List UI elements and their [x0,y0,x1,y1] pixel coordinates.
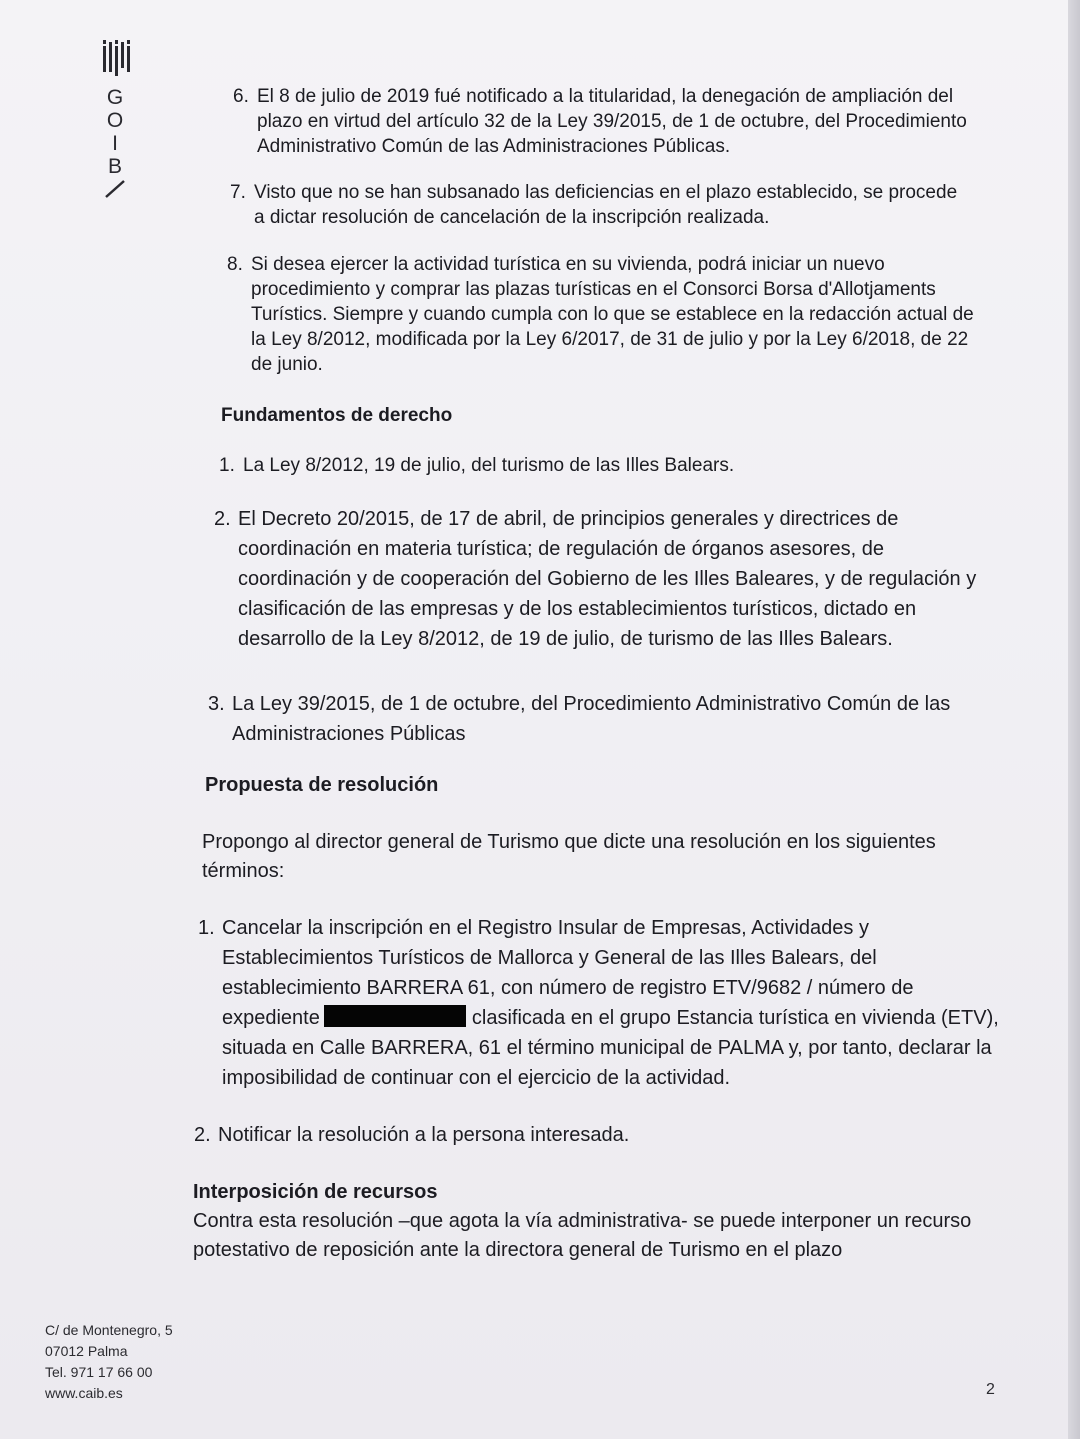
item-text: La Ley 8/2012, 19 de julio, del turismo de las Illes Balears. [243,455,735,476]
logo-letter: B [107,155,122,178]
address-line: 07012 Palma [45,1343,128,1359]
section-heading-recursos: Interposición de recursos [193,1181,438,1203]
list-item [230,180,965,230]
item-number: 6. [233,86,249,107]
logo-letter: G [106,86,124,109]
redacted-block [324,1005,466,1027]
item-text [222,913,1008,1093]
item-text: La Ley 39/2015, de 1 de octubre, del Procedimiento Administrativo Común de las Administraciones Públicas [232,693,951,745]
website-line: www.caib.es [45,1385,123,1401]
propuesta-intro: Propongo al director general de Turismo que dicte una resolución en los siguientes términos: [202,831,936,882]
item-number: 1. [198,917,215,939]
recursos-text: Contra esta resolución –que agota la vía administrativa- se puede interponer un recurso potestativo de reposición ante la directora general de Turismo en el plazo [193,1210,972,1261]
item-text: Visto que no se han subsanado las deficiencias en el plazo establecido, se procede a dictar resolución de cancelación de la inscripción realizada. [254,182,958,228]
item-number: 1. [219,455,235,476]
list-item [227,252,979,377]
list-item [233,84,968,159]
item-text: Notificar la resolución a la persona interesada. [218,1124,630,1146]
item-text-before: Cancelar la inscripción en el Registro Insular de Empresas, Actividades y Establecimientos Turísticos de Mallorca y General de las Illes Balears, del establecimiento BARRERA 61, con número de registro ETV/9682 / número de expediente [222,917,914,1029]
item-number: 7. [230,182,246,203]
footer-address [45,1320,173,1404]
list-item [198,913,1008,1093]
item-number: 8. [227,254,243,275]
list-item [214,504,980,654]
background-edge [1068,0,1080,1439]
item-number: 3. [208,693,225,715]
list-item [208,689,986,749]
item-number: 2. [214,508,231,530]
logo-letter: O [106,109,124,132]
item-text: El 8 de julio de 2019 fué notificado a la titularidad, la denegación de ampliación del plazo en virtud del artículo 32 de la Ley 39/2015, de 1 de octubre, del Procedimiento Administrativo Común de las Administraciones Públicas. [257,86,967,157]
phone-line: Tel. 971 17 66 00 [45,1364,153,1380]
item-number: 2. [194,1124,211,1146]
list-item [194,1120,994,1150]
logo-letter: I [112,132,118,155]
item-text: El Decreto 20/2015, de 17 de abril, de principios generales y directrices de coordinación en materia turística; de regulación de órganos asesores, de coordinación y de cooperación del Gobierno de les Illes Baleares, y de regulación y clasificación de las empresas y de los establecimientos turísticos, dictado en desarrollo de la Ley 8/2012, de 19 de julio, de turismo de las Illes Balears. [238,508,977,650]
section-heading-fundamentos: Fundamentos de derecho [221,405,453,426]
item-text: Si desea ejercer la actividad turística en su vivienda, podrá iniciar un nuevo procedimiento y comprar las plazas turísticas en el Consorci Borsa d'Allotjaments Turístics. Siempre y cuando cumpla con lo que se establece en la redacción actual de la Ley 8/2012, modificada por la Ley 6/2017, de 31 de julio y por la Ley 6/2018, de 22 de junio. [251,254,974,375]
list-item [219,453,979,478]
item-text-after: clasificada en el grupo Estancia turística en vivienda (ETV), situada en Calle BARRERA, 61 el término municipal de PALMA y, por tanto, declarar la imposibilidad de continuar con el ejercicio de la actividad. [222,1007,999,1089]
address-line: C/ de Montenegro, 5 [45,1322,173,1338]
section-heading-propuesta: Propuesta de resolución [205,774,439,796]
page-number: 2 [986,1381,995,1398]
